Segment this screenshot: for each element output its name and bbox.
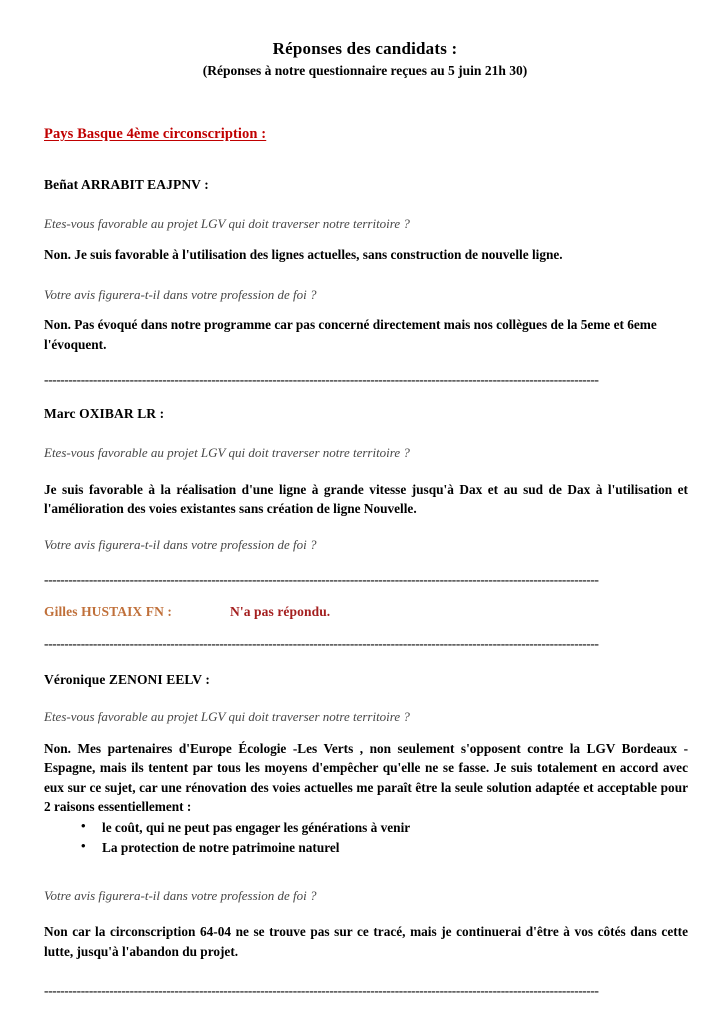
separator-line-4: ---------------------------------------------------------------------------------------------------------------------------------------- <box>44 982 599 998</box>
question-lgv-arrabit: Etes-vous favorable au projet LGV qui doit traverser notre territoire ? <box>44 216 410 232</box>
candidate-name-arrabit: Beñat ARRABIT EAJPNV : <box>44 177 209 193</box>
question-lgv-zenoni: Etes-vous favorable au projet LGV qui doit traverser notre territoire ? <box>44 708 410 724</box>
page-subtitle: (Réponses à notre questionnaire reçues au 5 juin 21h 30) <box>202 63 528 79</box>
candidate-block-hustaix <box>40 604 690 620</box>
section-heading-pays-basque: Pays Basque 4ème circonscription : <box>44 126 267 143</box>
answer-lgv-arrabit: Non. Je suis favorable à l'utilisation des lignes actuelles, sans construction de nouvelle ligne. <box>44 246 563 262</box>
candidate-name-hustaix-label: Gilles HUSTAIX FN : <box>44 603 173 619</box>
separator-line-3: ---------------------------------------------------------------------------------------------------------------------------------------- <box>44 635 599 651</box>
question-profession-foi-arrabit: Votre avis figurera-t-il dans votre profession de foi ? <box>44 286 317 302</box>
answer-profession-foi-zenoni: Non car la circonscription 64-04 ne se trouve pas sur ce tracé, mais je continuerai d'être à vos côtés dans cette lutte, jusqu'à l'abandon du projet. <box>44 924 688 959</box>
status-badge-no-reply-hustaix: N'a pas répondu. <box>230 603 331 619</box>
page-title: Réponses des candidats : <box>272 39 458 58</box>
answer-lgv-zenoni: Non. Mes partenaires d'Europe Écologie -Les Verts , non seulement s'opposent contre la LGV Bordeaux - Espagne, mais ils tentent par tous les moyens d'empêcher qu'elle ne se fasse. Je suis totalement en accord avec eux sur ce sujet, car une rénovation des voies actuelles me paraît être la seule solution adaptée et acceptable pour 2 raisons essentiellement : <box>44 741 688 814</box>
list-item: • La protection de notre patrimoine naturel <box>102 838 690 857</box>
answer-profession-foi-arrabit: Non. Pas évoqué dans notre programme car pas concerné directement mais nos collègues de la 5eme et 6eme l'évoquent. <box>44 317 657 352</box>
candidate-block-oxibar <box>40 406 690 554</box>
question-profession-foi-oxibar: Votre avis figurera-t-il dans votre profession de foi ? <box>44 537 317 553</box>
reasons-list <box>40 818 690 857</box>
list-item: • le coût, qui ne peut pas engager les générations à venir <box>102 818 690 837</box>
candidate-block-zenoni <box>40 672 690 961</box>
separator-line-1: ---------------------------------------------------------------------------------------------------------------------------------------- <box>44 372 599 388</box>
question-lgv-oxibar: Etes-vous favorable au projet LGV qui doit traverser notre territoire ? <box>44 445 410 461</box>
section-heading-wrapper <box>40 80 690 143</box>
candidate-name-oxibar: Marc OXIBAR LR : <box>44 406 165 422</box>
separator-line-2: ---------------------------------------------------------------------------------------------------------------------------------------- <box>44 571 599 587</box>
question-profession-foi-zenoni: Votre avis figurera-t-il dans votre profession de foi ? <box>44 887 317 903</box>
answer-lgv-oxibar: Je suis favorable à la réalisation d'une ligne à grande vitesse jusqu'à Dax et au sud de Dax à l'utilisation et l'amélioration des voies existantes sans création de ligne Nouvelle. <box>44 481 688 516</box>
document-header <box>40 0 690 80</box>
candidate-name-hustaix <box>44 604 690 620</box>
candidate-block-arrabit <box>40 177 690 354</box>
candidate-name-zenoni: Véronique ZENONI EELV : <box>44 671 210 687</box>
